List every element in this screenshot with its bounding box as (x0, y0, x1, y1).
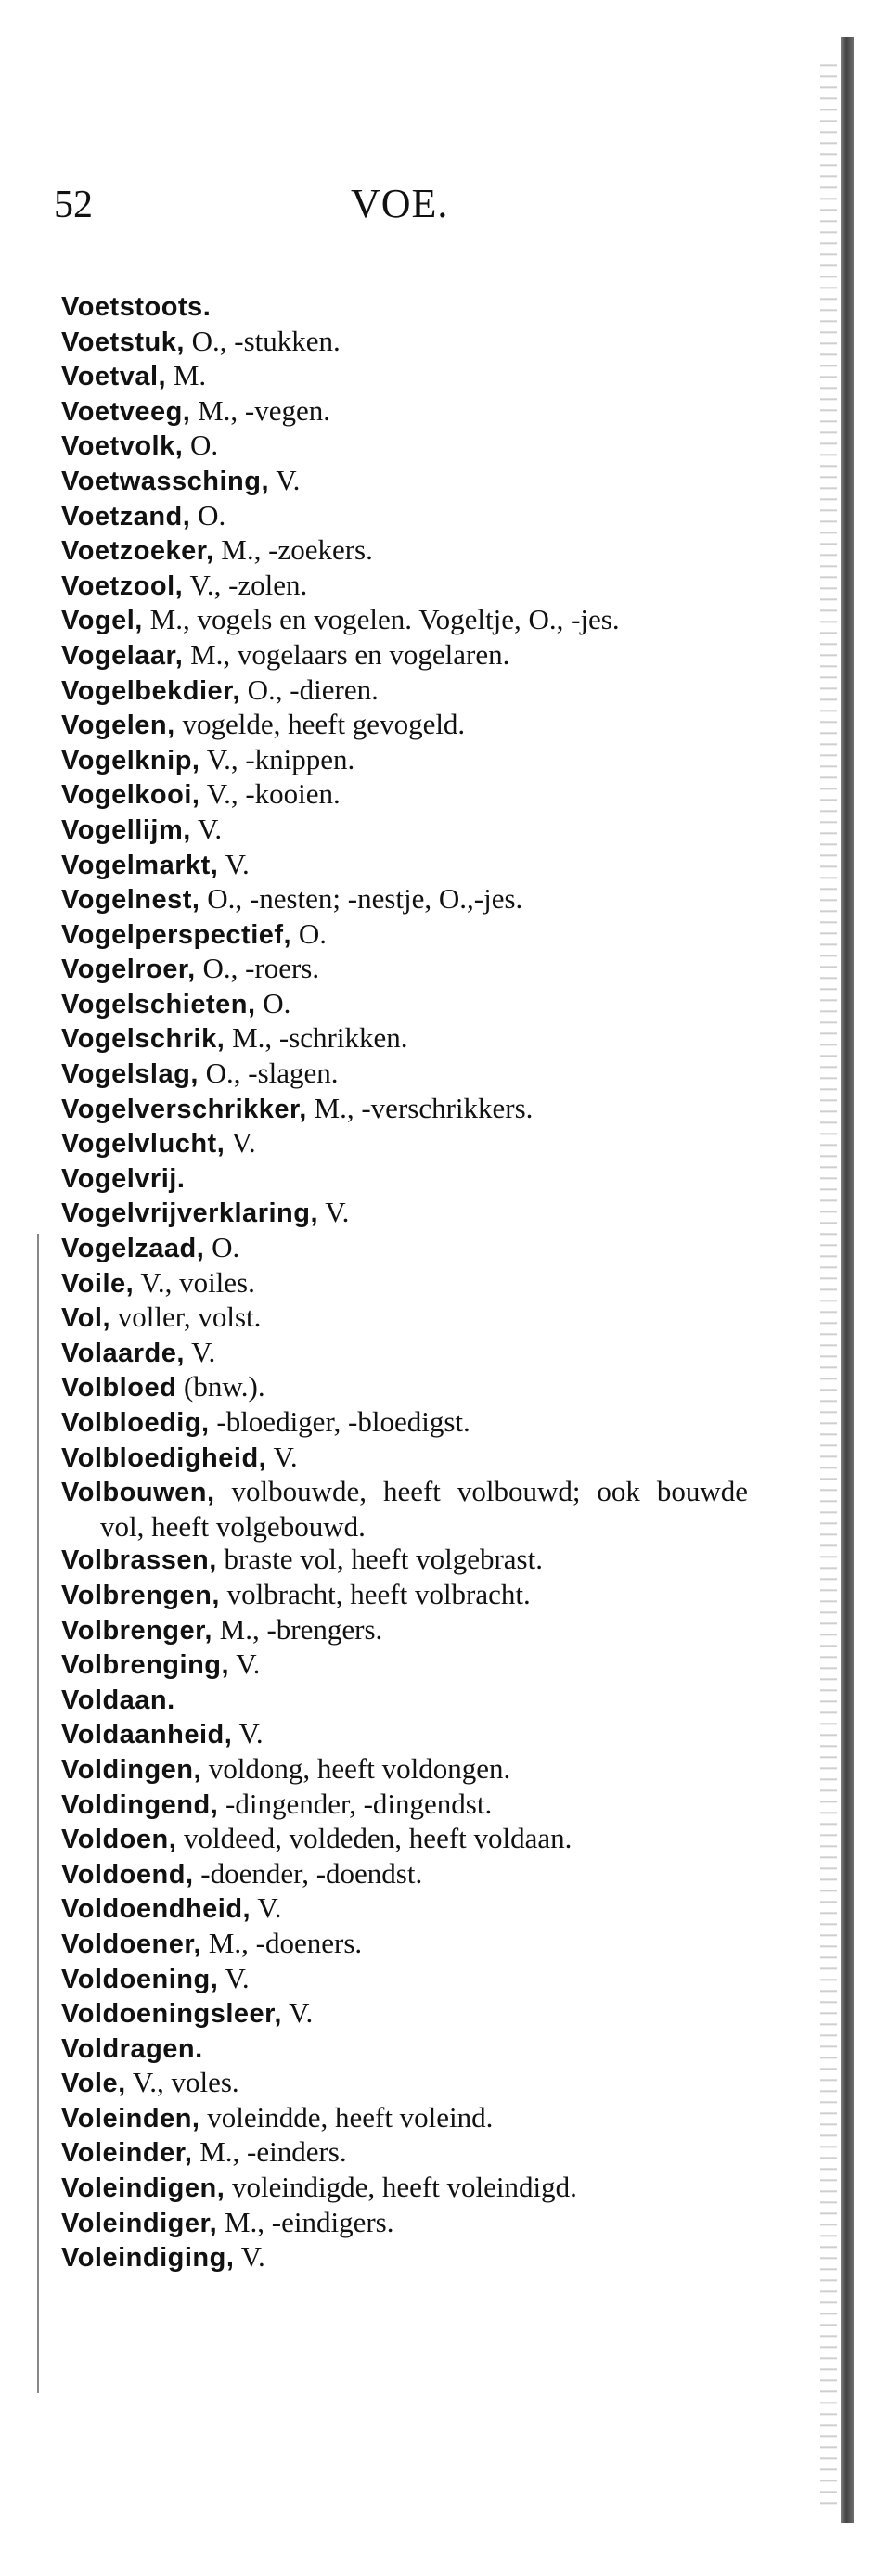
entry-headword: Voetstuk, (61, 327, 185, 357)
dictionary-entry (61, 2031, 748, 2067)
entry-grammar: O. (212, 1231, 240, 1264)
entry-grammar: V. (198, 812, 223, 845)
dictionary-entry (61, 813, 748, 848)
page-number: 52 (54, 184, 93, 226)
entry-headword: Voetwassching, (61, 466, 270, 496)
entry-headword: Voldragen. (61, 2033, 203, 2064)
entry-headword: Vogelschieten, (61, 989, 256, 1019)
dictionary-entry (61, 1578, 748, 1613)
entry-headword: Volbrassen, (61, 1545, 217, 1576)
entry-headword: Voldoeningsleer, (61, 1999, 282, 2030)
entry-headword: Vole, (61, 2069, 126, 2099)
entry-grammar: voldeed, voldeden, heeft voldaan. (184, 1822, 573, 1855)
dictionary-entry (61, 708, 748, 743)
entry-headword: Vogelvrijverklaring, (61, 1198, 319, 1229)
entry-headword: Voetzoeker, (61, 536, 214, 567)
entry-grammar: V. (276, 463, 301, 496)
entry-grammar: voller, volst. (117, 1301, 262, 1334)
entry-headword: Voetzand, (61, 501, 191, 532)
entry-headword: Voleindiging, (61, 2243, 235, 2274)
entry-grammar: V. (191, 1335, 216, 1368)
entry-headword: Volbloedig, (61, 1408, 210, 1438)
dictionary-entry (61, 1788, 748, 1823)
entry-grammar: O. (263, 986, 291, 1019)
entry-grammar: V. (257, 1891, 282, 1925)
entry-headword: Voetstoots. (61, 292, 212, 322)
entry-grammar: O. (198, 498, 226, 532)
entry-headword: Vogelslag, (61, 1059, 199, 1090)
entry-headword: Voldoend, (61, 1859, 194, 1890)
entry-headword: Voldingen, (61, 1754, 202, 1785)
dictionary-entry (61, 499, 748, 534)
dictionary-entry (61, 1647, 748, 1683)
entry-headword: Vogelperspectief, (61, 919, 292, 950)
entry-headword: Voldaan. (61, 1685, 175, 1715)
entry-grammar: vogelde, heeft gevogeld. (182, 708, 466, 741)
entry-grammar: -doender, -doendst. (200, 1856, 423, 1890)
entry-headword: Voetveeg, (61, 396, 191, 427)
dictionary-entry (61, 1196, 748, 1231)
entry-headword: Vogelschrik, (61, 1024, 225, 1055)
entry-headword: Volbrenging, (61, 1650, 230, 1681)
entry-headword: Vogelbekdier, (61, 675, 240, 706)
entry-grammar: O., -stukken. (191, 324, 341, 357)
dictionary-entry (61, 1057, 748, 1092)
dictionary-entry (61, 569, 748, 604)
entry-headword: Voetval, (61, 362, 167, 392)
entry-grammar: M., vogels en vogelen. Vogeltje, O., -jes. (149, 603, 620, 636)
entry-headword: Vogelzaad, (61, 1234, 205, 1264)
page-edge-shadow (841, 37, 854, 2523)
dictionary-entry (61, 1543, 748, 1578)
entry-headword: Vogelen, (61, 711, 175, 741)
entry-headword: Vogelvlucht, (61, 1129, 225, 1160)
entry-grammar: M. (173, 359, 207, 392)
margin-rule (37, 1234, 39, 2393)
entry-headword: Vogellijm, (61, 814, 191, 845)
entry-headword: Voldaanheid, (61, 1720, 233, 1750)
dictionary-entry (61, 2101, 748, 2136)
entry-grammar: M., -einders. (199, 2135, 347, 2169)
entry-grammar: M., -doeners. (208, 1926, 363, 1959)
entry-grammar: V. (273, 1440, 298, 1473)
dictionary-entry (61, 1441, 748, 1476)
entry-grammar: V., voles. (132, 2066, 239, 2099)
dictionary-entry (61, 952, 748, 987)
dictionary-entry (61, 2240, 748, 2275)
entry-headword: Voetvolk, (61, 431, 184, 462)
entry-headword: Voleinden, (61, 2103, 200, 2134)
entry-grammar: M., -brengers. (219, 1612, 383, 1646)
dictionary-entry (61, 2066, 748, 2101)
dictionary-entry (61, 464, 748, 499)
entry-headword: Volbrengen, (61, 1580, 220, 1610)
dictionary-entry (61, 2206, 748, 2241)
dictionary-entry (61, 1405, 748, 1441)
running-head: VOE. (351, 181, 449, 226)
dictionary-entry (61, 743, 748, 778)
entry-grammar: V. (289, 1996, 314, 2030)
dictionary-entry (61, 1822, 748, 1857)
entry-headword: Voldingend, (61, 1789, 219, 1820)
entry-headword: Vogelroer, (61, 955, 196, 985)
entry-headword: Vogelverschrikker, (61, 1094, 307, 1124)
entry-headword: Voldoening, (61, 1964, 219, 1994)
entry-grammar: M., -verschrikkers. (314, 1091, 534, 1124)
entry-grammar: V., -kooien. (206, 777, 341, 811)
dictionary-entry (61, 2171, 748, 2206)
dictionary-entry (61, 1126, 748, 1161)
dictionary-entry (61, 2135, 748, 2171)
entry-grammar: volbouwde, heeft volbouwd; ook bouwde vol, heeft volgebouwd. (100, 1475, 749, 1543)
dictionary-entry (61, 1752, 748, 1788)
entry-headword: Voleinder, (61, 2138, 193, 2169)
entry-grammar: braste vol, heeft volgebrast. (224, 1543, 543, 1576)
entry-grammar: voleindde, heeft voleind. (207, 2100, 494, 2134)
entry-headword: Vogelvrij. (61, 1163, 186, 1194)
dictionary-entry (61, 359, 748, 394)
entry-headword: Voleindigen, (61, 2173, 225, 2204)
entry-grammar: O., -nesten; -nestje, O.,-jes. (207, 882, 523, 916)
entry-headword: Voldoendheid, (61, 1894, 251, 1925)
dictionary-entry (61, 1927, 748, 1962)
dictionary-entry (61, 638, 748, 673)
dictionary-entry (61, 917, 748, 953)
entry-grammar: M., -schrikken. (232, 1021, 408, 1055)
dictionary-entry (61, 1021, 748, 1057)
dictionary-entry (61, 1336, 748, 1371)
entry-grammar: M., -eindigers. (224, 2205, 394, 2238)
dictionary-entry (61, 882, 748, 917)
dictionary-entry (61, 1857, 748, 1892)
entry-grammar: V. (236, 1647, 261, 1681)
entry-headword: Voetzool, (61, 570, 184, 601)
dictionary-entry (61, 1231, 748, 1266)
entry-grammar: O., -dieren. (247, 673, 379, 706)
dictionary-entry (61, 673, 748, 709)
page-edge-speckle (820, 56, 837, 2505)
entry-grammar: voleindigde, heeft voleindigd. (232, 2171, 577, 2204)
dictionary-entry (61, 1996, 748, 2031)
dictionary-entry (61, 1683, 748, 1718)
entry-headword: Vogelaar, (61, 640, 184, 671)
dictionary-entry (61, 1301, 748, 1336)
dictionary-entry (61, 1370, 748, 1405)
dictionary-entry (61, 394, 748, 429)
entry-grammar: M., -zoekers. (221, 533, 373, 567)
dictionary-entry (61, 777, 748, 813)
entry-headword: Vogelnest, (61, 885, 200, 916)
dictionary-entry (61, 848, 748, 883)
entry-grammar: O., -slagen. (205, 1057, 339, 1090)
entry-headword: Vol, (61, 1303, 111, 1334)
entry-grammar: (bnw.). (184, 1370, 265, 1403)
entry-grammar: O. (190, 429, 219, 462)
dictionary-entry (61, 1092, 748, 1127)
entry-grammar: -bloediger, -bloedigst. (216, 1405, 470, 1438)
entry-grammar: volbracht, heeft volbracht. (226, 1577, 531, 1610)
entry-headword: Volbrenger, (61, 1615, 212, 1646)
dictionary-entry (61, 987, 748, 1022)
entry-grammar: -dingender, -dingendst. (225, 1787, 493, 1820)
entry-grammar: V., -knippen. (206, 742, 355, 775)
dictionary-entry (61, 1161, 748, 1197)
entry-grammar: V. (225, 1961, 250, 1994)
entry-headword: Vogelkooi, (61, 780, 200, 811)
entry-headword: Volbloed (61, 1373, 177, 1403)
entry-headword: Volbloedigheid, (61, 1442, 267, 1473)
dictionary-entry (61, 325, 748, 360)
entry-headword: Vogelmarkt, (61, 850, 219, 880)
entry-headword: Voile, (61, 1268, 135, 1299)
dictionary-entries (61, 289, 748, 2275)
entry-headword: Vogel, (61, 606, 143, 636)
entry-grammar: V., voiles. (140, 1265, 255, 1299)
entry-grammar: V. (231, 1126, 256, 1160)
dictionary-entry (61, 289, 748, 325)
entry-grammar: V. (225, 847, 250, 880)
dictionary-entry (61, 1717, 748, 1752)
entry-grammar: O., -roers. (202, 952, 320, 985)
entry-grammar: O. (298, 916, 327, 950)
dictionary-entry (61, 603, 748, 638)
entry-headword: Voldoen, (61, 1825, 177, 1855)
dictionary-entry (61, 429, 748, 464)
entry-headword: Voldoener, (61, 1929, 202, 1959)
entry-grammar: V. (238, 1717, 264, 1750)
entry-grammar: V. (325, 1196, 350, 1229)
entry-grammar: voldong, heeft voldongen. (208, 1751, 511, 1785)
dictionary-entry (61, 1266, 748, 1301)
entry-headword: Voleindiger, (61, 2208, 218, 2238)
dictionary-entry (61, 1613, 748, 1648)
entry-grammar: M., -vegen. (198, 393, 331, 427)
dictionary-entry (61, 1475, 748, 1543)
entry-grammar: M., vogelaars en vogelaren. (190, 637, 510, 671)
entry-headword: Volaarde, (61, 1338, 185, 1368)
dictionary-entry (61, 533, 748, 569)
entry-grammar: V. (240, 2240, 265, 2274)
entry-grammar: V., -zolen. (189, 568, 308, 601)
entry-headword: Vogelknip, (61, 745, 200, 775)
dictionary-entry (61, 1962, 748, 1997)
entry-headword: Volbouwen, (61, 1478, 215, 1508)
dictionary-entry (61, 1891, 748, 1927)
